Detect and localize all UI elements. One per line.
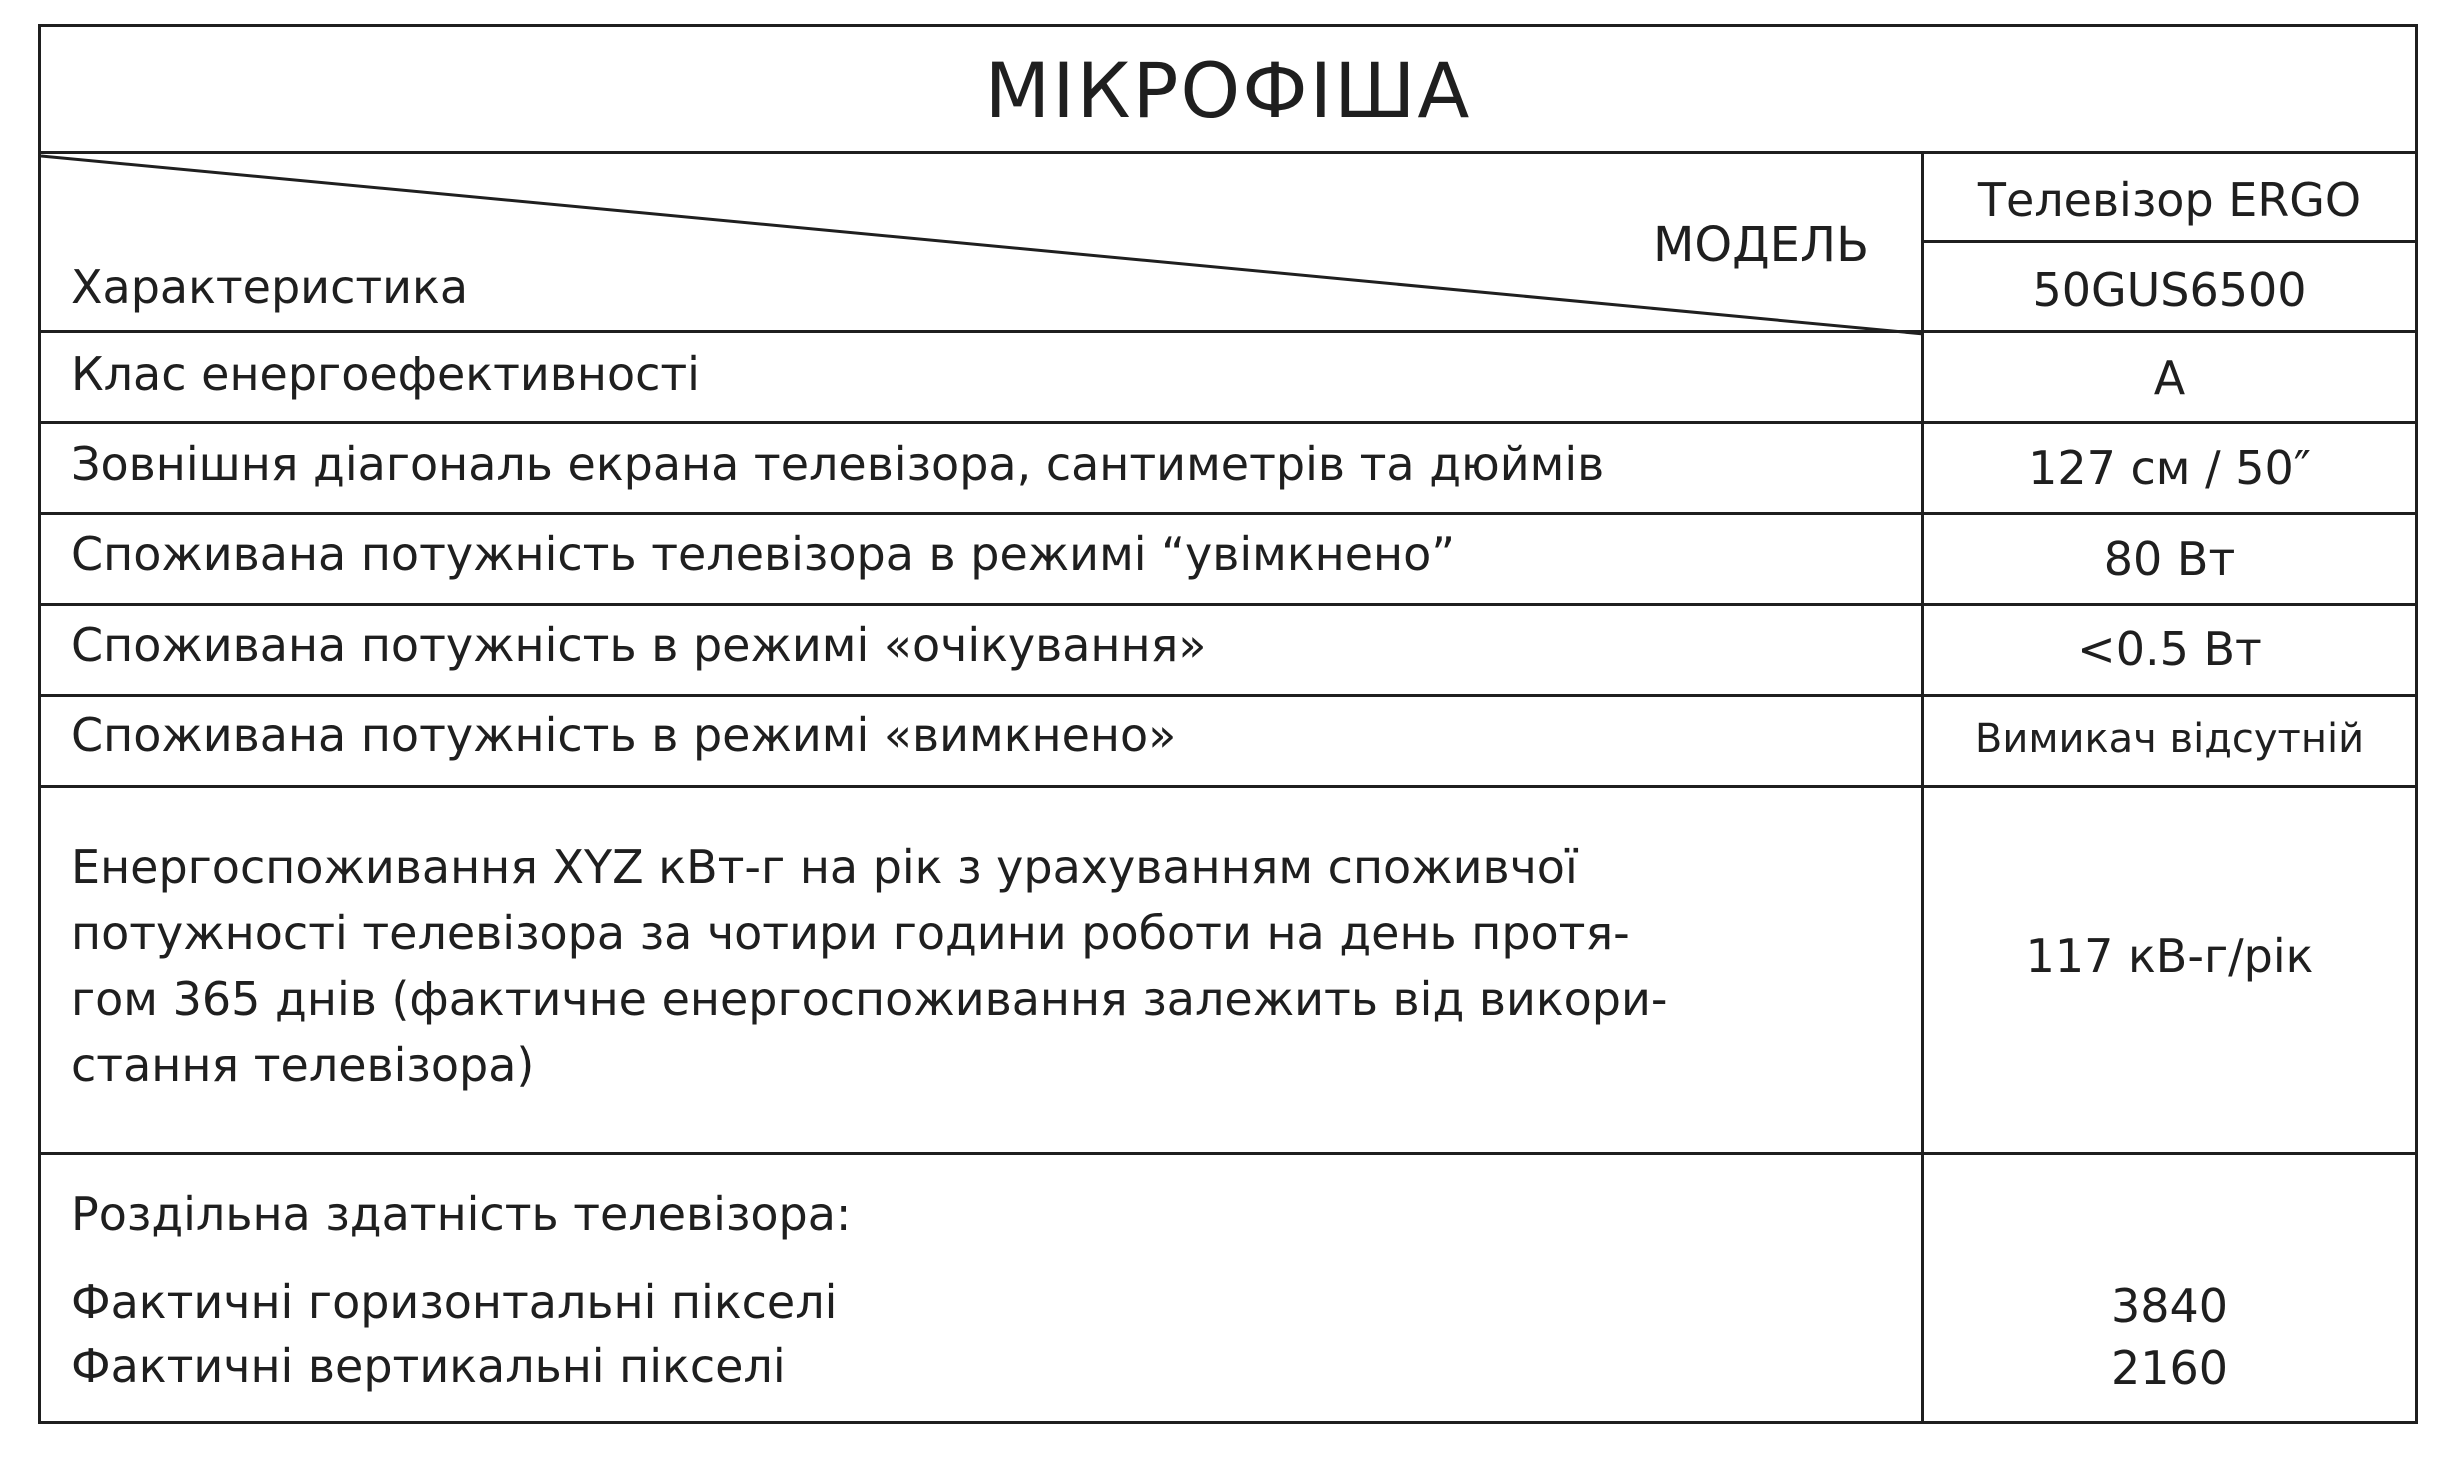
resolution-vertical-value: 2160 [2110,1341,2229,1395]
energy-description-line: стання телевізора) [71,1038,535,1092]
row-diagonal-value: 127 см / 50″ [2028,441,2311,495]
resolution-heading: Роздільна здатність телевізора: [71,1187,852,1241]
row-standby-power-label: Споживана потужність в режимі «очікування» [71,618,1207,672]
energy-consumption-description [71,834,1891,1098]
divider [41,421,2415,424]
page-title: МІКРОФІША [984,46,1472,135]
resolution-horizontal-value: 3840 [2110,1279,2229,1333]
divider [41,512,2415,515]
row-off-mode-power-value: Вимикач відсутній [1974,716,2365,762]
row-off-mode-power-label: Споживана потужність в режимі «вимкнено» [71,708,1177,762]
row-on-mode-power-value: 80 Вт [2103,532,2236,586]
characteristic-header-label: Характеристика [71,260,469,314]
resolution-horizontal-label: Фактичні горизонтальні пікселі [71,1275,838,1329]
energy-consumption-value: 117 кВ-г/рік [2025,929,2314,983]
resolution-vertical-label: Фактичні вертикальні пікселі [71,1339,786,1393]
energy-description-line: гом 365 днів (фактичне енергоспоживання залежить від викори- [71,972,1668,1026]
energy-description-line: Енергоспоживання XYZ кВт-г на рік з урахуванням споживчої [71,840,1578,894]
row-diagonal-label: Зовнішня діагональ екрана телевізора, сантиметрів та дюймів [71,437,1605,491]
product-name: Телевізор ERGO [1977,173,2362,227]
divider [1924,240,2415,243]
model-header-label: МОДЕЛЬ [1652,217,1869,273]
row-on-mode-power-label: Споживана потужність телевізора в режимі “увімкнено” [71,527,1456,581]
divider [41,1152,2415,1155]
divider [41,603,2415,606]
microfiche-table [38,24,2418,1424]
divider [41,694,2415,697]
product-model-code: 50GUS6500 [2032,263,2307,317]
energy-description-line: потужності телевізора за чотири години роботи на день протя- [71,906,1630,960]
row-energy-class-label: Клас енергоефективності [71,347,700,401]
divider [41,785,2415,788]
row-energy-class-value: A [2153,351,2186,405]
row-standby-power-value: <0.5 Вт [2077,622,2262,676]
divider [41,330,2415,333]
